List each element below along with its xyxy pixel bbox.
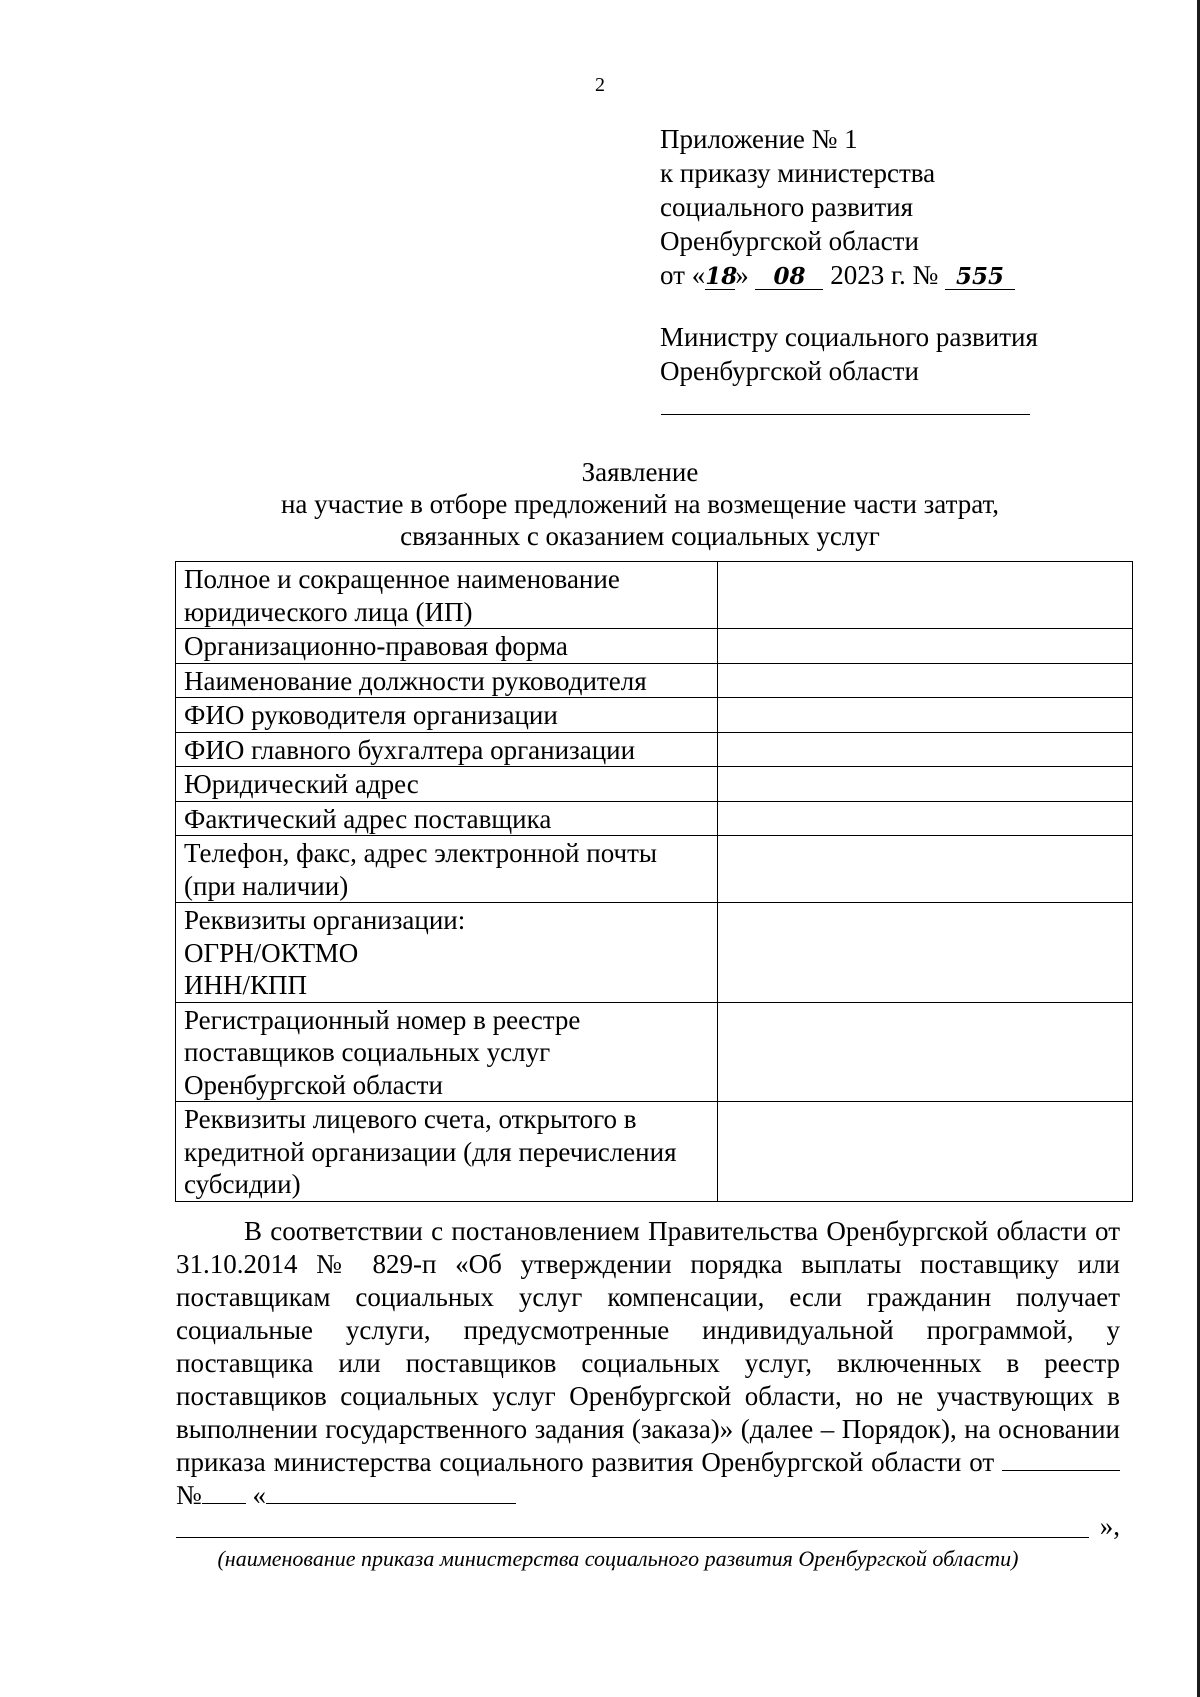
form-row-value[interactable]	[718, 801, 1133, 836]
form-row-label	[176, 801, 718, 836]
form-row-value[interactable]	[718, 732, 1133, 767]
form-row-label	[176, 767, 718, 802]
order-name-blank	[266, 1481, 516, 1504]
addressee-line: Министру социального развития	[660, 322, 1038, 352]
form-row-label-line: Оренбургской области	[184, 1069, 443, 1100]
form-row-value[interactable]	[718, 836, 1133, 903]
form-row-value[interactable]	[718, 629, 1133, 664]
form-row-label	[176, 1102, 718, 1202]
form-row	[176, 629, 1133, 664]
page-number: 2	[595, 74, 605, 96]
form-row-label	[176, 836, 718, 903]
appendix-line: Оренбургской области	[660, 226, 919, 256]
form-row-label	[176, 903, 718, 1003]
year-text: 2023 г. №	[830, 260, 939, 290]
form-row-label-line: (при наличии)	[184, 870, 349, 901]
form-row	[176, 698, 1133, 733]
form-row-label-line: Реквизиты организации:	[184, 905, 466, 935]
appendix-line: Приложение № 1	[660, 124, 858, 154]
form-row-label-line: Юридический адрес	[184, 769, 419, 799]
heading-subtitle: на участие в отборе предложений на возмещение части затрат,	[280, 489, 1000, 519]
number-sign: №	[176, 1480, 202, 1510]
appendix-block	[660, 122, 1015, 292]
order-name-line-row	[176, 1511, 1120, 1545]
form-row-label-line: субсидии)	[184, 1169, 301, 1199]
form-row	[176, 767, 1133, 802]
form-row-label	[176, 562, 718, 629]
form-row-label-line: поставщиков социальных услуг	[184, 1037, 551, 1067]
handwritten-month: 08	[755, 265, 823, 290]
heading-subtitle: связанных с оказанием социальных услуг	[400, 521, 880, 551]
form-row	[176, 1102, 1133, 1202]
form-row-label	[176, 698, 718, 733]
form-row-label-line: ИНН/КПП	[184, 970, 308, 1000]
form-row-label	[176, 663, 718, 698]
addressee-blank-line	[661, 414, 1030, 415]
appendix-line: социального развития	[660, 192, 914, 222]
order-date-blank	[1002, 1448, 1120, 1471]
form-row-label-line: кредитной организации (для перечисления	[184, 1136, 677, 1167]
order-number-blank	[202, 1481, 246, 1504]
form-row-label-line: Реквизиты лицевого счета, открытого в	[184, 1104, 637, 1134]
date-prefix: от «	[660, 260, 706, 290]
order-name-blank-line	[176, 1537, 1089, 1538]
heading-title: Заявление	[581, 457, 699, 487]
form-row-label-line: ФИО главного бухгалтера организации	[184, 734, 636, 765]
form-row	[176, 903, 1133, 1003]
form-row-value[interactable]	[718, 562, 1133, 629]
form-row-value[interactable]	[718, 1102, 1133, 1202]
body-paragraph	[176, 1215, 1120, 1512]
form-row-label-line: Регистрационный номер в реестре	[184, 1004, 581, 1035]
quote-open: «	[252, 1480, 267, 1510]
form-row-value[interactable]	[718, 698, 1133, 733]
form-row-label	[176, 732, 718, 767]
quote-close: »,	[1099, 1511, 1120, 1541]
addressee-line: Оренбургской области	[660, 356, 919, 386]
form-row-label-line: Телефон, факс, адрес электронной почты	[184, 838, 658, 868]
form-row-label	[176, 1002, 718, 1102]
form-row-value[interactable]	[718, 903, 1133, 1003]
form-row-label	[176, 629, 718, 664]
form-row	[176, 562, 1133, 629]
handwritten-number: 555	[945, 265, 1015, 290]
form-row-value[interactable]	[718, 663, 1133, 698]
form-row	[176, 663, 1133, 698]
form-row-label-line: Фактический адрес поставщика	[184, 803, 552, 834]
handwritten-day: 18	[705, 263, 738, 290]
addressee-block	[660, 320, 1038, 388]
form-row	[176, 801, 1133, 836]
form-row-label-line: Организационно-правовая форма	[184, 631, 568, 661]
form-row	[176, 1002, 1133, 1102]
form-row	[176, 836, 1133, 903]
form-row-label-line: Наименование должности руководителя	[184, 665, 647, 696]
form-row-value[interactable]	[718, 767, 1133, 802]
form-row-label-line: Полное и сокращенное наименование	[184, 564, 620, 594]
document-heading	[180, 456, 1100, 552]
form-row-label-line: юридического лица (ИП)	[184, 596, 473, 627]
form-row	[176, 732, 1133, 767]
application-form-table	[175, 561, 1133, 1202]
body-text: В соответствии с постановлением Правительства Оренбургской области от 31.10.2014 № 829-п «Об утверждении порядка выплаты поставщику или поставщикам социальных услуг компенсации, если гражданин получает социальные услуги, предусмотренные индивидуальной программой, у поставщика или поставщиков социальных услуг, включенных в реестр поставщиков социальных услуг Оренбургской области, но не участвующих в выполнении государственного задания (заказа)» (далее – Порядок), на основании приказа министерства социального развития Оренбургской области от	[176, 1216, 1120, 1477]
appendix-line: к приказу министерства	[660, 158, 936, 188]
date-close-quote: »	[735, 260, 749, 290]
form-row-label-line: ФИО руководителя организации	[184, 700, 558, 730]
form-row-label-line: ОГРН/ОКТМО	[184, 937, 359, 968]
order-name-caption: (наименование приказа министерства социального развития Оренбургской области)	[217, 1546, 1019, 1571]
appendix-date-line	[660, 258, 1015, 292]
form-row-value[interactable]	[718, 1002, 1133, 1102]
